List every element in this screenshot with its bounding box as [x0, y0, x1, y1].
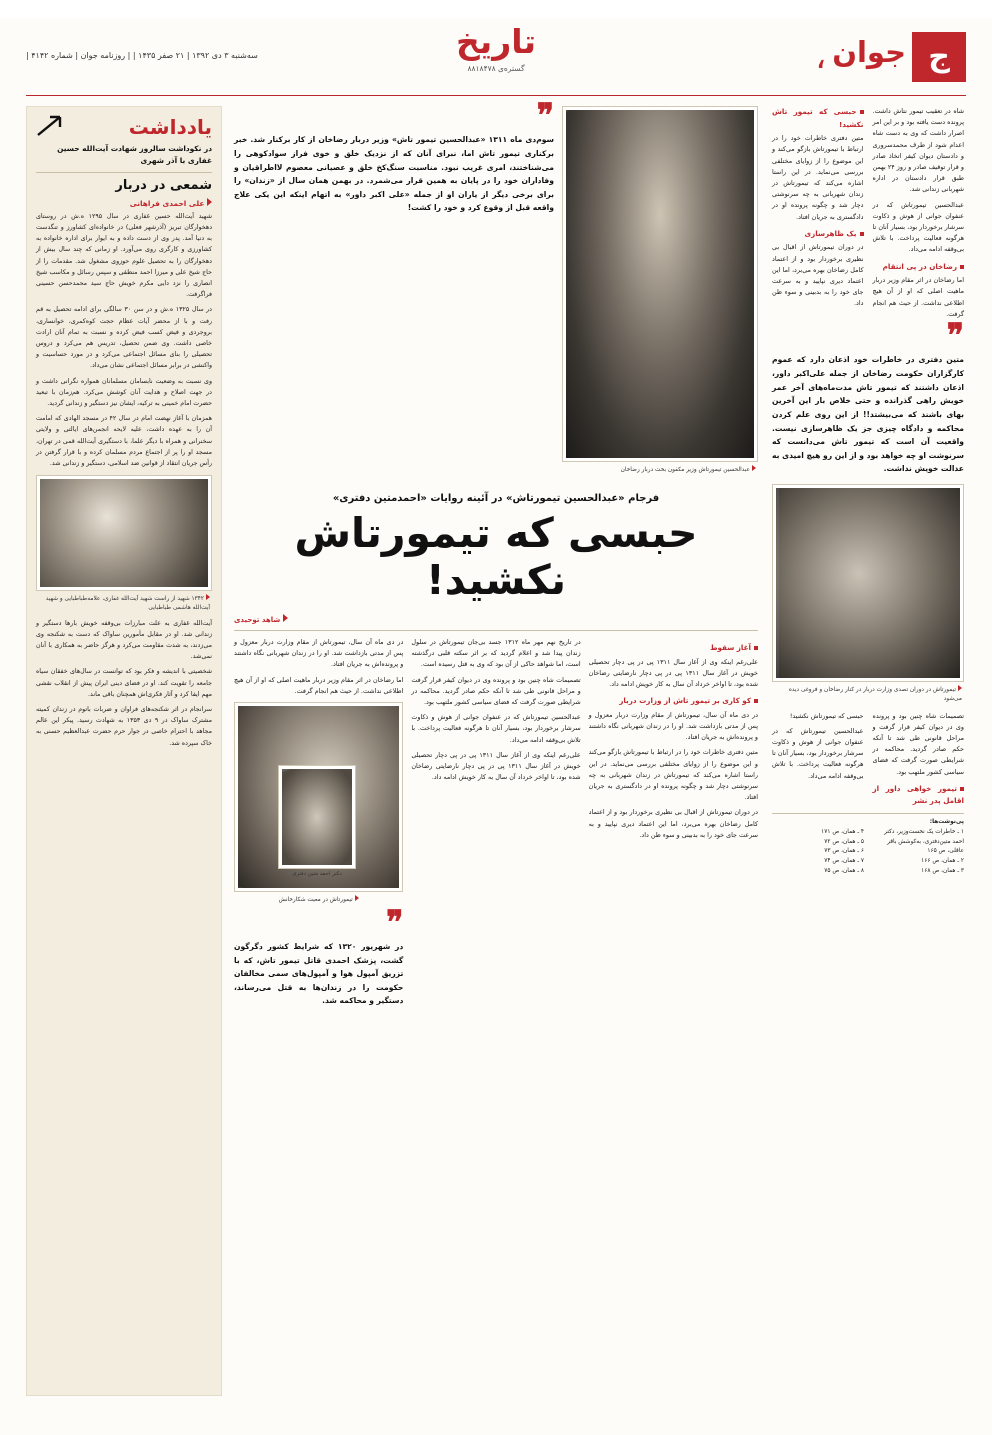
pullquote-three: در شهریور ۱۳۲۰ که شرایط کشور دگرگون گشت، پزشک احمدی قاتل تیمور تاش، که با تزریق آمپول هوا و آمپول‌های سمی مخالفان حکومت را در زندان‌ها به قتل می‌رساند، دستگیر و محاکمه شد. [234, 941, 404, 1006]
arrow-icon [36, 115, 62, 137]
subhead-3: یک ظاهرسازی [772, 228, 864, 241]
logo-wordmark: جوان [832, 34, 906, 69]
paragraph: علی‌رغم اینکه وی از آغاز سال ۱۳۱۱ پی در پی دچار تحصیلی خویش در آغاز سال ۱۳۱۱ پی در پی دچار نارضایتی رضاخان شده بود، تا اواخر خرداد آن سال به کار خویش ادامه داد. [588, 657, 759, 688]
paragraph: تصمیمات شاه چنین بود و پرونده وی در دیوان کیفر قرار گرفت و مراحل قانونی طی شد تا آنکه حکم صادر گردید. محاکمه در شرایطی صورت گرفت که فضای سیاسی کشور ملتهب بود. [872, 711, 964, 776]
right-column-bottom-text [772, 711, 964, 808]
sidebar-deck: در نکوداشت سالروز شهادت آیت‌الله حسین غفاری با آذر شهری [36, 143, 212, 173]
paragraph: اما رضاخان در اثر مقام وزیر دربار ماهیت اصلی که او از آن هیچ اطلاعی نداشت. از حیث هم انجام گرفت. [234, 675, 404, 695]
rule-divider [234, 630, 758, 631]
sidebar-photo [40, 479, 208, 587]
subhead-b: کو کاری بر تیمور تاش از وزارت دربار [589, 695, 758, 708]
paragraph: وی نسبت به وضعیت نابسامان مسلمانان همواره نگرانی داشت و در جهت اصلاح و هدایت آنان کوشش می‌کرد. هم‌زمان با تبعید حضرت امام خمینی به ترکیه، ایشان نیز دستگیر و زندانی گردید. [36, 377, 212, 407]
right-text-column [770, 106, 966, 1396]
sidebar-body-top [36, 211, 212, 469]
section-subline: گستره‌ی ۸۸۱۸۴۷۸ [467, 64, 525, 73]
paragraph: در دی ماه آن سال، تیمورتاش از مقام وزارت دربار معزول و پس از مدتی بازداشت شد. او را در زندان شهربانی نگاه داشتند و پرونده‌اش به جریان افتاد. [588, 710, 758, 742]
masthead [26, 18, 966, 96]
subhead-1: رضاخان در پی انتقام [873, 261, 965, 274]
pullquote-three-block [234, 902, 404, 1008]
main-article-column [230, 96, 762, 1396]
pullquote-two-block [772, 316, 964, 476]
paragraph: متین دفتری خاطرات خود را در ارتباط با تیمورتاش بازگو می‌کند و این موضوع را از زوایای مختلفی بررسی می‌نماید. در این راستا اشاره می‌کند که تیمورتاش در زندان شهربانی به چه سرنوشتی دچار شد و چگونه پرونده او در دادگستری به جریان افتاد. [588, 748, 758, 802]
issue-number: | روزنامه جوان | شماره ۴۱۴۲ | [26, 51, 131, 60]
caption-marker-icon [958, 685, 962, 691]
sidebar-byline: علی احمدی فراهانی [36, 198, 212, 208]
paragraph: علی‌رغم اینکه وی از آغاز سال ۱۳۱۱ پی در پی دچار تحصیلی خویش در آغاز سال ۱۳۱۱ پی در پی دچار نارضایتی رضاخان شده بود، تا اواخر خرداد آن سال به کار خویش ادامه داد. [411, 750, 581, 782]
footnote-item: ۸ ـ همان، ص ۷۵ [824, 868, 864, 875]
footnote-item: ۵ ـ همان، ص ۷۲ [824, 838, 864, 845]
issue-date: سه‌شنبه ۳ دی ۱۳۹۲ | ۲۱ صفر ۱۴۳۵ | [132, 51, 258, 60]
footnote-item: ۶ ـ همان، ص ۷۳ [824, 848, 864, 855]
lede-row [234, 96, 758, 475]
pullquote-one-block [234, 96, 554, 475]
paragraph: سرانجام در اثر شکنجه‌های فراوان و ضربات باتوم در زندان کمیته مشترک ساواک در ۹ دی ۱۳۵۳ به شهادت رسید. پیکر این عالم مجاهد با احترام خاصی در جوار حرم حضرت عبدالعظیم حسنی به خاک سپرده شد. [36, 705, 212, 747]
subhead-4: تیمور خواهی داور از اقامل پدر نشر [872, 783, 964, 806]
inset-portrait-block [278, 765, 356, 877]
pullquote-one: سوم‌دی ماه ۱۳۱۱ «عبدالحسین تیمور تاش» وزیر دربار رضاخان از کار برکنار شد. خبر برکناری تیمور تاش اما، نبرای آنان که از نزدیک خلق و خوی فراز سوادکوهی را می‌شناختند، امری غریب نبود. مناسبت سنگ‌کخ خلق و عصیانی معصوم لااطراقیان و وفاداران خود را در پایان به همین قرار می‌شمرد. در بهمن همان سال از «زندان» را برای برخی دیگر از یاران او از جمله «علی اکبر داور» به اتهام اینکه این یکی علاج واقعه قبل از وقوع کرد و خود را کشت! [234, 135, 554, 213]
footnotes-heading: پی‌نوشت‌ها: [929, 818, 964, 825]
footnote-item: ۲ ـ همان، ص ۱۶۶ [921, 858, 964, 865]
paragraph: متین دفتری خاطرات خود را در ارتباط با تیمورتاش بازگو می‌کند و این موضوع را از زوایای مختلفی بررسی می‌نماید. در این راستا اشاره می‌کند که تیمورتاش در زندان شهربانی به چه سرنوشتی دچار شد و چگونه پرونده او در دادگستری به جریان افتاد. [772, 134, 864, 221]
photo-three-caption: تیمورتاش در دوران تصدی وزارت دربار در کنار رضاخان و فروغی دیده می‌شود [788, 687, 962, 702]
photo-three [776, 488, 960, 678]
paragraph: شاه در تعقیب تیمور نتاش داشت. پرونده دست یافته بود و بر این امر اصرار داشت که وی به دست شاه اعدام شود از طرف محمدسروری و دادستان دیوان کیفر اتخاذ صادر و قرار توقیف صادر و روز ۲۴ بهمن طبق قرار دادستان در اداره شهربانی زندانی شد. [872, 107, 964, 194]
paragraph: شخصیتی با اندیشه و فکر بود که توانست در سال‌های خفقان سیاه جامعه را تقویت کند. او در فضای دینی ایران پیش از انقلاب نقشی مهم ایفا کرد و آثار فکری‌اش همچنان باقی ماند. [36, 668, 212, 698]
paragraph: همزمان با آغاز نهضت امام در سال ۴۲ در مسجد الهادی که امامت آن را به عهده داشت، علیه لایحه انجمن‌های ایالتی و ولایتی سخنرانی و همراه با دیگر علما، با دستگیری آیت‌الله قمی در تهران، مسجد او را پر از اجتماع مردم مسلمان کرده و با قرار گرفتن در رأس جریان انتقاد از قوانین ضد اسلامی، دستگیر و زندانی شد. [36, 415, 213, 467]
main-photo-block [562, 106, 758, 475]
inset-portrait-caption: دکتر احمد متین دفتری [292, 871, 342, 877]
newspaper-page [0, 18, 992, 1435]
logo-mark: ج [912, 32, 966, 82]
body-column-a [589, 637, 758, 1008]
pullquote-two: متین دفتری در خاطرات خود اذعان دارد که عموم کارگزاران حکومت رضاخان از جمله علی‌اکبر داور، اذعان داشتند که تیمور تاش مدت‌ماه‌های آخر عمر خویش راهی گذرانده و حتی خلاص بار این آخرین بهای باشند که می‌بیشتد!! از این روی علم کردن محاکمه و دادگاه چیزی جز یک ظاهرسازی نیست. واقعیت آن است که تیمور تاش می‌دانست که سرنوشت او چه خواهد بود و از این رو هیچ امیدی به عدالت خویش نداشت. [772, 355, 964, 474]
body-column-c-text-top [234, 637, 403, 697]
subhead-start: آغاز سقوط [589, 642, 758, 655]
byline-marker-icon [283, 614, 288, 622]
section-name: تاریخ [456, 22, 536, 61]
photo-two-caption: تیمورتاش در معیت شکارخانش [234, 892, 403, 905]
inset-portrait-frame [278, 765, 356, 869]
logo-dot-icon: ، [815, 36, 827, 77]
sidebar [26, 106, 222, 1396]
article-kicker: فرجام «عبدالحسین تیمورتاش» در آئینه روایات «احمدمتین دفتری» [332, 492, 660, 504]
paragraph: حبسی که تیمورتاش نکشید! [789, 711, 864, 720]
paragraph: در دوران تیمورتاش از اقبال بی نظیری برخوردار بود و از اعتماد کامل رضاخان بهره می‌برد، اما این اعتماد دیری نپایید و به سرعت جای خود را به بدبینی و سوء ظن داد. [588, 808, 758, 839]
article-headline: حبسی که تیمورتاش نکشید! [294, 508, 698, 604]
byline-marker-icon [207, 198, 212, 206]
right-column-top-text [772, 106, 964, 320]
paragraph: عبدالحسین تیمورتاش که در عنفوان جوانی از هوش و ذکاوت سرشار برخوردار بود، بسیار آنان تا هرگونه فعالیت پرداخت. با تلاش بی‌وقفه ادامه می‌داد. [411, 713, 581, 744]
body-column-b [411, 637, 580, 1008]
footnotes-list [772, 828, 964, 877]
caption-marker-icon [355, 895, 359, 901]
page-content [26, 96, 966, 1396]
paragraph: تصمیمات شاه چنین بود و پرونده وی در دیوان کیفر قرار گرفت و مراحل قانونی طی شد تا آنکه حکم صادر گردید. محاکمه در شرایطی صورت گرفت که فضای سیاسی کشور ملتهب بود. [411, 675, 581, 706]
footnote-item: ۷ ـ همان، ص ۷۴ [824, 858, 864, 865]
headline-block [234, 489, 758, 628]
quote-mark-icon: ❞ [386, 902, 404, 941]
publication-logo [815, 32, 966, 82]
caption-marker-icon [752, 465, 756, 471]
main-photo-frame [562, 106, 758, 462]
sidebar-body-bottom [36, 618, 212, 749]
paragraph: در سال ۱۳۲۵ ه.ش و در سن ۳۰ سالگی برای ادامه تحصیل به قم رفت و با از محضر آیات عظام حجت کوه‌کمری، خوانساری، بروجردی و فیض کسب فیض کرده و نسبت به تمام آنان ارادت خاصی داشت. وی ضمن تحصیل، تدریس هم می‌کرد و دروس تحصیلی را بنای مسائل اجتماعی می‌کرد و در مورد حساسیت و واکنشی در برابر مسائل اجتماعی نشان می‌داد. [36, 306, 212, 370]
paragraph: در دی ماه آن سال، تیمورتاش از مقام وزارت دربار معزول و پس از مدتی بازداشت شد. او را در زندان شهربانی نگاه داشتند و پرونده‌اش به جریان افتاد. [234, 637, 404, 669]
sidebar-photo-frame [36, 475, 212, 591]
footnote-item: ۳ ـ همان، ص ۱۶۸ [921, 868, 964, 875]
quote-mark-icon: ❞ [536, 96, 554, 134]
sidebar-photo-caption: ۱۳۴۲ شهید از راست شهید آیت‌الله غفاری، علامه‌طباطبایی و شهید آیت‌الله هاشمی طباطبایی [45, 596, 210, 611]
quote-mark-icon: ❞ [946, 316, 964, 355]
footnote-item: ۱ ـ خاطرات یک نخست‌وزیر، دکتر احمد متین‌دفتری، به‌کوشش باقر عاقلی، ص ۱۶۵ [884, 828, 964, 855]
masthead-date [26, 51, 258, 62]
photo-three-frame [772, 484, 964, 682]
footnotes-block [772, 813, 964, 877]
paragraph: عبدالحسین تیمورتاش که در عنفوان جوانی از هوش و ذکاوت سرشار برخوردار بود، بسیار آنان تا هرگونه فعالیت پرداخت. با تلاش بی‌وقفه ادامه می‌داد. [872, 200, 964, 254]
main-photo-caption: عبدالحسین تیمورتاش وزیر مکفون بخت دربار رضاخان [562, 462, 758, 475]
paragraph: اما رضاخان در اثر مقام وزیر دربار ماهیت اصلی که او از آن هیچ اطلاعی نداشت. از حیث هم انجام گرفت. [872, 276, 964, 318]
caption-marker-icon [206, 594, 210, 600]
paragraph: عبدالحسین تیمورتاش که در عنفوان جوانی از هوش و ذکاوت سرشار برخوردار بود، بسیار آنان تا هرگونه فعالیت پرداخت. با تلاش بی‌وقفه ادامه می‌داد. [772, 726, 864, 780]
footnote-item: ۴ ـ همان، ص ۱۷۱ [821, 828, 864, 835]
article-byline: شاهد توحیدی [234, 614, 758, 624]
sidebar-kicker: یادداشت [128, 115, 212, 139]
inset-portrait-photo [282, 769, 352, 865]
subhead-2: حبسی که تیمور تاش نکشید! [772, 107, 864, 129]
main-photo [566, 110, 754, 458]
sidebar-title: شمعی در دربار [115, 177, 212, 193]
paragraph: در دوران تیمورتاش از اقبال بی نظیری برخوردار بود و از اعتماد کامل رضاخان بهره می‌برد، اما این اعتماد دیری نپایید و به سرعت جای خود را به بدبینی و سوء ظن داد. [772, 243, 864, 308]
paragraph: شهید آیت‌الله حسین غفاری در سال ۱۲۹۵ ه.ش در روستای دهخوارگان تبریز (آذرشهر فعلی) در خانواده‌ای کشاورز و تنگدست به دنیا آمد. پدر وی از دست داده و به ایوار برای اداره خانواده به کشاورزی و کارگری روی می‌آورد. او زمانی که چند سال بیش از دهخوارگان را به تحصیل علوم حوزوی مشغول شد. مقدمات را از حاج شیخ علی و میرزا احمد منطقی و سپس رسائل و مکاسب شیخ انصاری را نزد دایی مکرم خویش حاج سید محمدحسن حسینی فراگرفت. [36, 212, 212, 299]
paragraph: در تاریخ نهم مهر ماه ۱۳۱۲ جسد بی‌جان تیمورتاش در سلول زندان پیدا شد و اعلام گردید که بر اثر سکته قلبی درگذشته است، اما شواهد حاکی از آن بود که وی به قتل رسیده است. [411, 637, 581, 669]
paragraph: آیت‌الله غفاری به علت مبارزات بی‌وقفه خویش بارها دستگیر و زندانی شد. او در مقابل مأمورین ساواک که دست به شکنجه وی می‌زدند، به شدت مقاومت می‌کرد و هرگز حاضر به همکاری با آنان نمی‌شد. [36, 619, 212, 661]
